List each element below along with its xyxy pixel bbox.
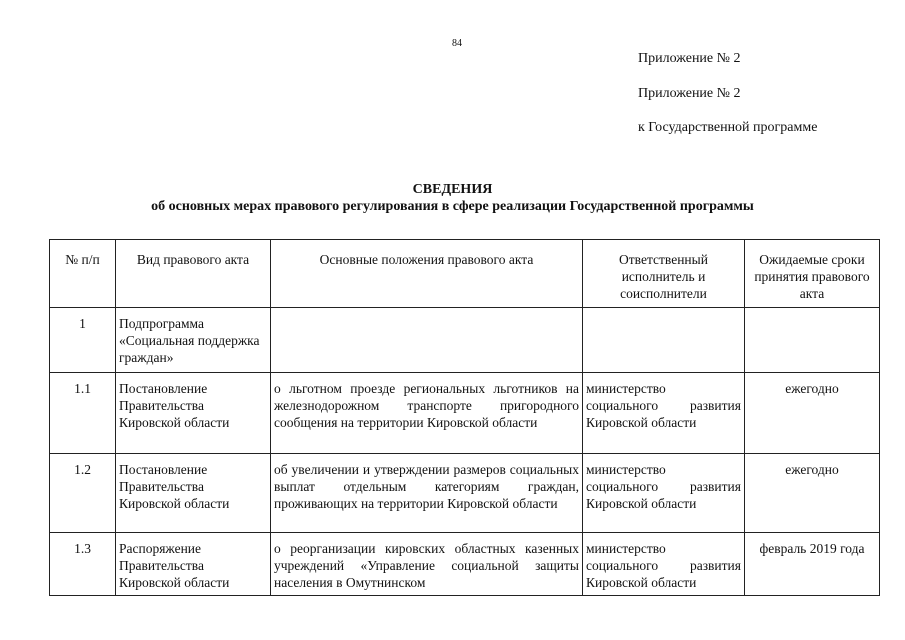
cell-number: 1.1 (50, 373, 116, 454)
cell-deadline: ежегодно (745, 373, 880, 454)
cell-provisions: об увеличении и утверждении размеров социальных выплат отдельным категориям граждан, проживающих на территории Кировской области (271, 454, 583, 533)
cell-number: 1 (50, 308, 116, 373)
cell-provisions (271, 308, 583, 373)
table-row (50, 454, 880, 533)
page-number: 84 (452, 38, 462, 49)
document-subtitle: об основных мерах правового регулирования в сфере реализации Государственной программы (151, 199, 754, 214)
cell-executor: министерство социального развития Кировской области (583, 533, 745, 596)
column-header-number: № п/п (50, 240, 116, 308)
cell-act-type: Подпрограмма «Социальная поддержка граждан» (116, 308, 271, 373)
cell-executor (583, 308, 745, 373)
cell-deadline: февраль 2019 года (745, 533, 880, 596)
document-heading (0, 181, 905, 215)
column-header-act-type: Вид правового акта (116, 240, 271, 308)
table-row (50, 373, 880, 454)
cell-deadline (745, 308, 880, 373)
column-header-provisions: Основные положения правового акта (271, 240, 583, 308)
column-header-executor: Ответственный исполнитель и соисполнители (583, 240, 745, 308)
column-header-deadline: Ожидаемые сроки принятия правового акта (745, 240, 880, 308)
appendix-line: Приложение № 2 (638, 51, 741, 66)
cell-act-type: Постановление Правительства Кировской области (116, 454, 271, 533)
cell-number: 1.3 (50, 533, 116, 596)
cell-executor: министерство социального развития Кировской области (583, 454, 745, 533)
appendix-line: Приложение № 2 (638, 86, 741, 101)
cell-provisions: о реорганизации кировских областных казенных учреждений «Управление социальной защиты населения в Омутнинском (271, 533, 583, 596)
cell-number: 1.2 (50, 454, 116, 533)
table-row (50, 533, 880, 596)
cell-act-type: Постановление Правительства Кировской области (116, 373, 271, 454)
cell-provisions: о льготном проезде региональных льготников на железнодорожном транспорте пригородного сообщения на территории Кировской области (271, 373, 583, 454)
table-row (50, 308, 880, 373)
cell-deadline: ежегодно (745, 454, 880, 533)
measures-table (49, 239, 880, 596)
cell-executor: министерство социального развития Кировской области (583, 373, 745, 454)
cell-act-type: Распоряжение Правительства Кировской области (116, 533, 271, 596)
document-title: СВЕДЕНИЯ (412, 182, 493, 197)
table-header-row (50, 240, 880, 308)
appendix-subtitle: к Государственной программе (638, 120, 818, 135)
